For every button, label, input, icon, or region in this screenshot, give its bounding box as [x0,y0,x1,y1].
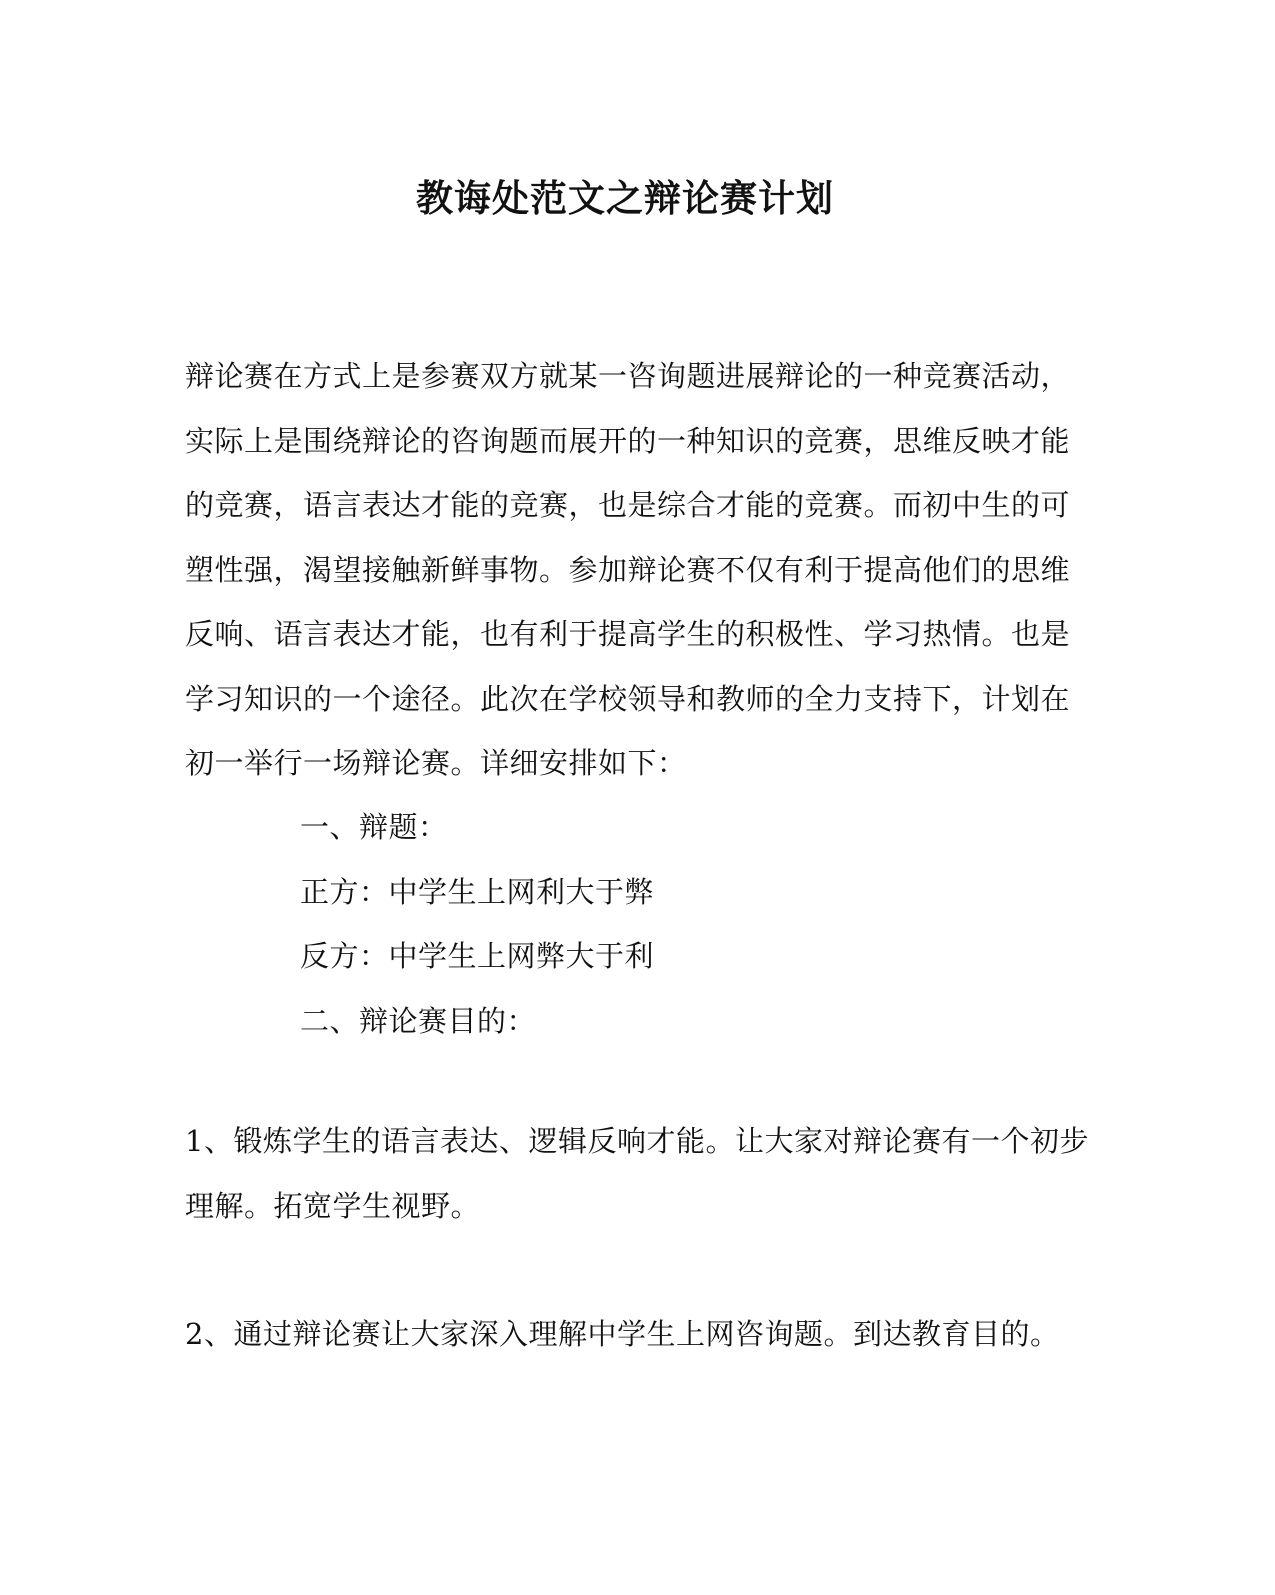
section-heading-purpose: 二、辩论赛目的： [300,1003,537,1038]
intro-line: 学习知识的一个途径。此次在学校领导和教师的全力支持下，计划在 [185,681,1071,716]
intro-line: 的竞赛，语言表达才能的竞赛，也是综合才能的竞赛。而初中生的可 [185,488,1071,522]
purpose-item-line: 理解。拓宽学生视野。 [185,1188,481,1223]
intro-paragraph [185,344,1071,796]
purpose-item-1 [185,1109,1089,1238]
purpose-item-line: 1、锻炼学生的语言表达、逻辑反响才能。让大家对辩论赛有一个初步 [185,1124,1089,1158]
intro-line: 实际上是围绕辩论的咨询题而展开的一种知识的竞赛，思维反映才能 [185,423,1071,458]
intro-line: 辩论赛在方式上是参赛双方就某一咨询题进展辩论的一种竞赛活动， [185,359,1071,393]
document-title: 教诲处范文之辩论赛计划 [416,176,834,220]
con-side-statement: 反方：中学生上网弊大于利 [300,939,655,973]
intro-line: 反响、语言表达才能，也有利于提高学生的积极性、学习热情。也是 [185,617,1071,651]
intro-line: 塑性强，渴望接触新鲜事物。参加辩论赛不仅有利于提高他们的思维 [185,552,1071,587]
section-heading-topic: 一、辩题： [300,810,448,844]
intro-line: 初一举行一场辩论赛。详细安排如下： [185,746,687,780]
pro-side-statement: 正方：中学生上网利大于弊 [300,874,655,909]
debate-topic-section [300,795,654,1053]
purpose-item-2 [185,1302,1059,1367]
purpose-item-line: 2、通过辩论赛让大家深入理解中学生上网咨询题。到达教育目的。 [185,1317,1060,1351]
